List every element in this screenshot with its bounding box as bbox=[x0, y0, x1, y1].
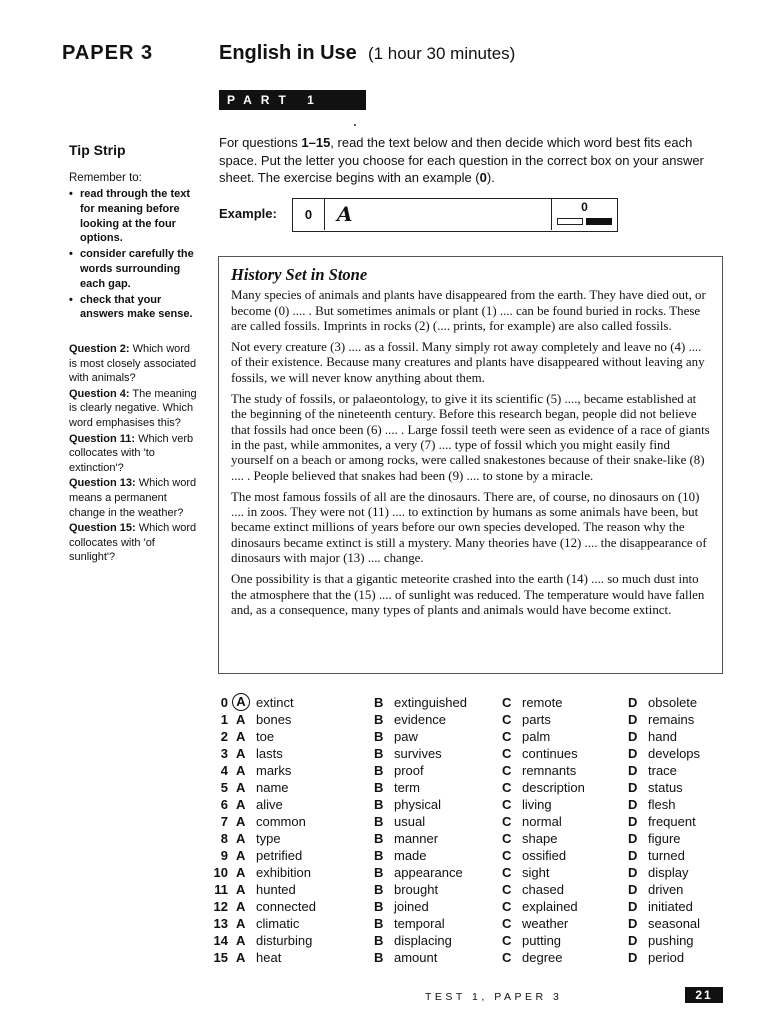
option-letter-c: C bbox=[502, 797, 512, 812]
option-c: degree bbox=[522, 950, 563, 965]
question-note-text: The meaning is clearly negative. Which word emphasises this? bbox=[69, 387, 197, 429]
option-letter-b: B bbox=[374, 831, 384, 846]
option-b: made bbox=[394, 848, 427, 863]
option-letter-c: C bbox=[502, 712, 512, 727]
option-a: common bbox=[256, 814, 306, 829]
option-d: display bbox=[648, 865, 689, 880]
article-paragraph: The study of fossils, or palaeontology, to give it its scientific (5) ...., became established at the beginning of the nineteenth century. Before this research began, people did not believe that fossils had once been (6) .... . Large fossil teeth were seen as evidence of a race of giants in the past, while ammonites, a very (7) .... type of fossil which you might easily find yourself on a beach or among rocks, were called snakestones because of their snake-like (8) .... . People believed that snakes had been (9) .... to stone by a miracle. bbox=[231, 392, 710, 483]
option-b: paw bbox=[394, 729, 418, 744]
page-number: 21 bbox=[685, 987, 723, 1003]
option-row bbox=[212, 864, 728, 881]
option-letter-c: C bbox=[502, 746, 512, 761]
option-letter-c: C bbox=[502, 899, 512, 914]
option-letter-d: D bbox=[628, 729, 638, 744]
option-letter-c: C bbox=[502, 814, 512, 829]
option-c: shape bbox=[522, 831, 558, 846]
option-a: connected bbox=[256, 899, 316, 914]
option-letter-a: A bbox=[236, 933, 246, 948]
question-number: 13 bbox=[213, 916, 228, 931]
option-c: explained bbox=[522, 899, 578, 914]
question-number: 15 bbox=[213, 950, 228, 965]
option-letter-c: C bbox=[502, 694, 512, 710]
option-letter-b: B bbox=[374, 916, 384, 931]
option-row bbox=[212, 932, 728, 949]
option-letter-a: A bbox=[236, 882, 246, 897]
question-note bbox=[69, 476, 199, 520]
option-b: displacing bbox=[394, 933, 452, 948]
option-letter-c: C bbox=[502, 831, 512, 846]
running-footer: TEST 1, PAPER 3 bbox=[425, 991, 563, 1003]
instructions-text: ). bbox=[486, 170, 495, 185]
option-letter-b: B bbox=[374, 729, 384, 744]
option-row bbox=[212, 847, 728, 864]
option-b: proof bbox=[394, 763, 424, 778]
option-d: remains bbox=[648, 712, 695, 727]
option-a: name bbox=[256, 780, 289, 795]
question-note-label: Question 13: bbox=[69, 477, 136, 490]
option-letter-c: C bbox=[502, 950, 512, 965]
option-letter-a: A bbox=[236, 899, 246, 914]
question-number: 14 bbox=[213, 933, 228, 948]
option-c: palm bbox=[522, 729, 551, 744]
option-letter-d: D bbox=[628, 882, 638, 897]
question-range: 1–15 bbox=[301, 135, 331, 150]
option-letter-a: A bbox=[236, 763, 246, 778]
question-number: 2 bbox=[220, 729, 228, 744]
option-d: figure bbox=[648, 831, 681, 846]
question-number: 0 bbox=[220, 694, 228, 710]
question-note-text: Which word collocates with 'of sunlight'? bbox=[69, 522, 197, 564]
option-b: usual bbox=[394, 814, 426, 829]
option-c: remnants bbox=[522, 763, 577, 778]
option-letter-a: A bbox=[236, 729, 246, 744]
option-letter-b: B bbox=[374, 950, 384, 965]
question-note bbox=[69, 342, 199, 386]
option-letter-b: B bbox=[374, 763, 384, 778]
question-note-text: Which word means a permanent change in the weather? bbox=[69, 477, 197, 519]
example-ref: 0 bbox=[479, 170, 487, 185]
option-a: alive bbox=[256, 797, 283, 812]
option-row bbox=[212, 762, 728, 779]
option-letter-a: A bbox=[236, 797, 246, 812]
option-a: type bbox=[256, 831, 281, 846]
options-table bbox=[212, 693, 728, 966]
question-note-label: Question 2: bbox=[69, 343, 130, 355]
option-letter-d: D bbox=[628, 712, 638, 727]
option-letter-a: A bbox=[236, 746, 246, 761]
stray-dot bbox=[354, 124, 356, 126]
question-number: 12 bbox=[213, 899, 228, 914]
question-number: 7 bbox=[220, 814, 228, 829]
option-letter-a: A bbox=[236, 950, 246, 965]
option-letter-d: D bbox=[628, 899, 638, 914]
question-number: 11 bbox=[214, 882, 228, 897]
option-b: temporal bbox=[394, 916, 445, 931]
option-c: parts bbox=[522, 712, 551, 727]
option-letter-c: C bbox=[502, 882, 512, 897]
answer-box-empty bbox=[557, 218, 583, 225]
option-c: description bbox=[522, 780, 585, 795]
option-c: continues bbox=[522, 746, 578, 761]
option-letter-b: B bbox=[374, 933, 384, 948]
option-letter-d: D bbox=[628, 797, 638, 812]
option-letter-d: D bbox=[628, 746, 638, 761]
question-number: 10 bbox=[213, 865, 228, 880]
option-c: normal bbox=[522, 814, 562, 829]
question-number: 8 bbox=[220, 831, 228, 846]
option-b: physical bbox=[394, 797, 441, 812]
option-letter-a: A bbox=[236, 712, 246, 727]
option-letter-b: B bbox=[374, 780, 384, 795]
option-letter-c: C bbox=[502, 780, 512, 795]
option-row bbox=[212, 915, 728, 932]
question-number: 9 bbox=[220, 848, 228, 863]
option-letter-d: D bbox=[628, 694, 638, 710]
option-letter-c: C bbox=[502, 729, 512, 744]
tip-remember: Remember to: bbox=[69, 172, 142, 184]
option-d: hand bbox=[648, 729, 677, 744]
option-letter-a: A bbox=[236, 916, 246, 931]
option-row bbox=[212, 711, 728, 728]
option-a: exhibition bbox=[256, 865, 311, 880]
question-note-label: Question 15: bbox=[69, 522, 136, 535]
example-box bbox=[292, 198, 618, 232]
option-b: evidence bbox=[394, 712, 447, 727]
question-notes bbox=[69, 342, 199, 566]
option-c: weather bbox=[522, 916, 569, 931]
option-a: marks bbox=[256, 763, 292, 778]
option-letter-d: D bbox=[628, 831, 638, 846]
option-letter-c: C bbox=[502, 848, 512, 863]
option-row bbox=[212, 796, 728, 813]
question-number: 3 bbox=[220, 746, 228, 761]
option-letter-d: D bbox=[628, 848, 638, 863]
answer-box-filled bbox=[586, 218, 612, 225]
option-row bbox=[212, 830, 728, 847]
option-letter-d: D bbox=[628, 780, 638, 795]
option-a: hunted bbox=[256, 882, 296, 897]
option-letter-a: A bbox=[236, 814, 246, 829]
option-b: brought bbox=[394, 882, 439, 897]
option-d: seasonal bbox=[648, 916, 701, 931]
option-letter-b: B bbox=[374, 882, 384, 897]
option-b: extinguished bbox=[394, 694, 467, 710]
question-note-text: Which verb collocates with 'to extinction'? bbox=[69, 432, 194, 474]
option-letter-c: C bbox=[502, 933, 512, 948]
option-letter-d: D bbox=[628, 916, 638, 931]
option-letter-b: B bbox=[374, 797, 384, 812]
option-c: putting bbox=[522, 933, 562, 948]
option-d: initiated bbox=[648, 899, 693, 914]
option-letter-a: A bbox=[236, 780, 246, 795]
question-number: 5 bbox=[220, 780, 228, 795]
option-d: obsolete bbox=[648, 694, 698, 710]
option-letter-b: B bbox=[374, 848, 384, 863]
option-row bbox=[212, 881, 728, 898]
option-letter-d: D bbox=[628, 814, 638, 829]
option-d: pushing bbox=[648, 933, 694, 948]
option-letter-d: D bbox=[628, 763, 638, 778]
article-title: History Set in Stone bbox=[231, 265, 368, 284]
example-answer: A bbox=[337, 202, 353, 226]
option-b: manner bbox=[394, 831, 439, 846]
option-letter-b: B bbox=[374, 746, 384, 761]
option-c: chased bbox=[522, 882, 564, 897]
option-letter-d: D bbox=[628, 933, 638, 948]
answer-sheet-sample bbox=[551, 199, 616, 230]
option-c: remote bbox=[522, 694, 563, 710]
option-letter-b: B bbox=[374, 865, 384, 880]
question-note-label: Question 4: bbox=[69, 387, 130, 400]
question-note bbox=[69, 387, 199, 431]
part-banner: PART 1 bbox=[219, 90, 366, 110]
option-a: climatic bbox=[256, 916, 300, 931]
paper-label: PAPER 3 bbox=[62, 42, 154, 64]
instructions-text: , read the text below and then decide which word best fits each space. Put the letter you choose for each question in the correct box on your answer sheet. The exercise begins with an example ( bbox=[219, 135, 704, 185]
option-d: period bbox=[648, 950, 685, 965]
option-b: joined bbox=[394, 899, 429, 914]
question-number: 6 bbox=[220, 797, 228, 812]
option-letter-b: B bbox=[374, 694, 384, 710]
option-d: trace bbox=[648, 763, 677, 778]
article-paragraph: The most famous fossils of all are the dinosaurs. There are, of course, no dinosaurs on (10) .... in zoos. They were not (11) .... to extinction by humans as some animals have been, but became extinct millions of years before our own species developed. The reason why the dinosaurs became extinct is still a mystery. Many theories have (12) .... the disappearance of dinosaurs with major (13) .... change. bbox=[231, 489, 707, 566]
option-d: driven bbox=[648, 882, 684, 897]
title-text: English in Use bbox=[219, 42, 357, 64]
tip-item: • read through the text for meaning before looking at the four options. bbox=[69, 187, 199, 246]
question-number: 1 bbox=[220, 712, 228, 727]
option-row bbox=[212, 949, 728, 966]
question-note bbox=[69, 432, 199, 476]
option-a: extinct bbox=[256, 694, 294, 710]
option-d: flesh bbox=[648, 797, 676, 812]
option-letter-b: B bbox=[374, 712, 384, 727]
instructions-text: For questions bbox=[219, 135, 302, 150]
answer-sheet-number: 0 bbox=[581, 200, 588, 214]
option-row bbox=[212, 898, 728, 915]
tip-list bbox=[69, 187, 199, 323]
option-letter-a: A bbox=[236, 848, 246, 863]
option-letter-c: C bbox=[502, 865, 512, 880]
example-label: Example: bbox=[219, 206, 277, 221]
option-row bbox=[212, 813, 728, 830]
option-letter-d: D bbox=[628, 950, 638, 965]
option-d: frequent bbox=[648, 814, 696, 829]
article-paragraph: One possibility is that a gigantic meteorite crashed into the earth (14) .... so much dust into the atmosphere that the (15) .... of sunlight was reduced. The temperature would have fallen and, as a consequence, many types of plants and animals would have become extinct. bbox=[231, 572, 705, 617]
option-row bbox=[212, 745, 728, 762]
option-a: toe bbox=[256, 729, 275, 744]
tip-strip-title: Tip Strip bbox=[69, 142, 126, 158]
option-letter-a bbox=[236, 693, 256, 711]
example-number: 0 bbox=[293, 199, 325, 230]
option-letter-b: B bbox=[374, 814, 384, 829]
page-title bbox=[219, 42, 515, 65]
duration: (1 hour 30 minutes) bbox=[367, 44, 516, 63]
option-row bbox=[212, 779, 728, 796]
option-row bbox=[212, 728, 728, 745]
tip-item: • consider carefully the words surrounding each gap. bbox=[69, 247, 199, 291]
option-a: heat bbox=[256, 950, 282, 965]
option-letter-c: C bbox=[502, 763, 512, 778]
option-letter-b: B bbox=[374, 899, 384, 914]
option-c: sight bbox=[522, 865, 550, 880]
option-d: develops bbox=[648, 746, 701, 761]
circled-answer: A bbox=[232, 693, 250, 711]
option-c: ossified bbox=[522, 848, 567, 863]
option-letter-c: C bbox=[502, 916, 512, 931]
option-row bbox=[212, 693, 728, 711]
article-paragraph: Not every creature (3) .... as a fossil. Many simply rot away completely and leave no (4) .... of their existence. Because many creatures and plants have disappeared without leaving any fossils, we will never know anything about them. bbox=[231, 340, 705, 385]
option-a: disturbing bbox=[256, 933, 313, 948]
option-b: term bbox=[394, 780, 420, 795]
question-number: 4 bbox=[220, 763, 228, 778]
option-a: lasts bbox=[256, 746, 283, 761]
instructions bbox=[219, 134, 719, 187]
option-b: appearance bbox=[394, 865, 463, 880]
option-b: survives bbox=[394, 746, 442, 761]
reading-text-box bbox=[218, 256, 723, 674]
option-letter-d: D bbox=[628, 865, 638, 880]
question-note-label: Question 11: bbox=[69, 432, 136, 445]
option-d: status bbox=[648, 780, 683, 795]
option-a: bones bbox=[256, 712, 292, 727]
question-note bbox=[69, 521, 199, 565]
tip-item: • check that your answers make sense. bbox=[69, 293, 199, 323]
option-b: amount bbox=[394, 950, 438, 965]
option-c: living bbox=[522, 797, 552, 812]
option-a: petrified bbox=[256, 848, 303, 863]
question-note-text: Which word is most closely associated with animals? bbox=[69, 343, 197, 385]
option-d: turned bbox=[648, 848, 685, 863]
article-paragraph: Many species of animals and plants have disappeared from the earth. They have died out, or become (0) .... . But sometimes animals or plant (1) .... can be found buried in rocks. These are called fossils. Imprints in rocks (2) (.... prints, for example) are also called fossils. bbox=[231, 288, 706, 333]
option-letter-a: A bbox=[236, 831, 246, 846]
option-letter-a: A bbox=[236, 865, 246, 880]
